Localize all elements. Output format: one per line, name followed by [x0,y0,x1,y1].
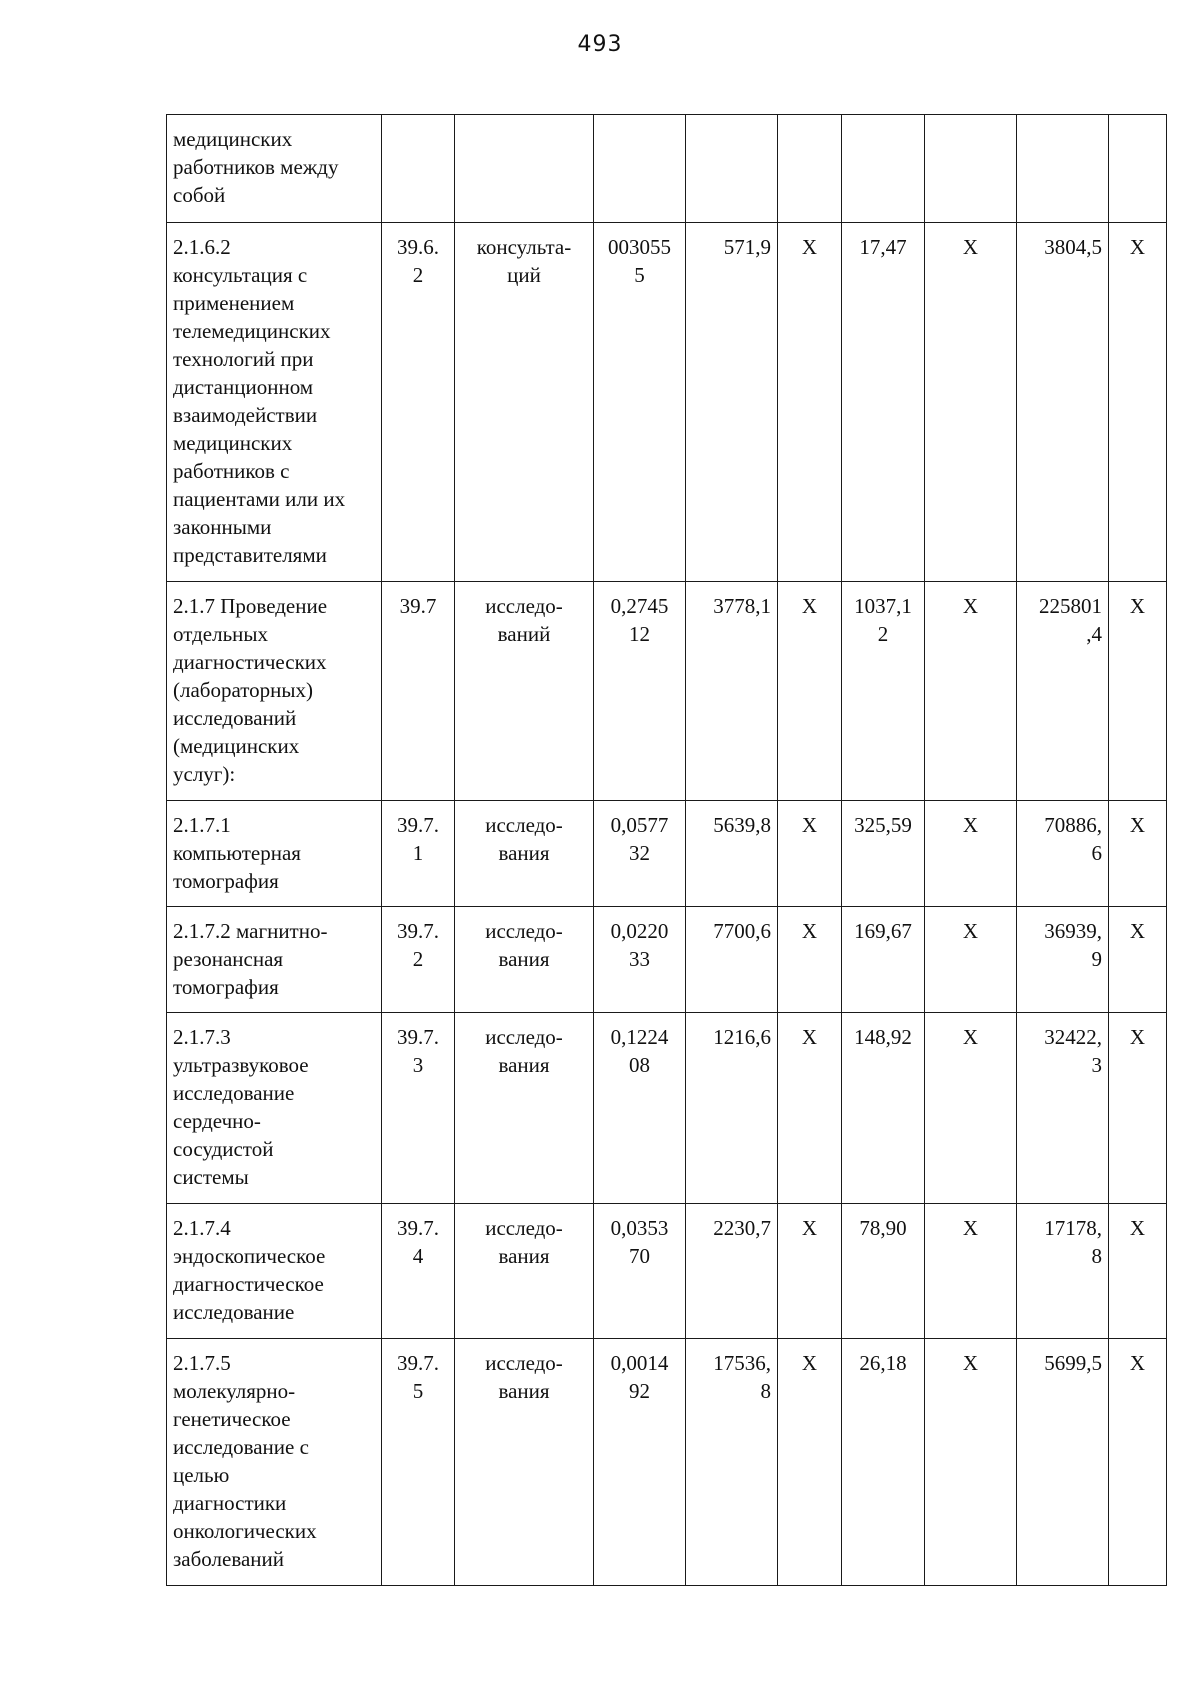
row-cost-cell [686,801,778,907]
row-total-cell [1017,582,1109,801]
row-x-text: Х [962,919,979,943]
row-x-cell [925,801,1017,907]
row-cost-text: 1216,6 [713,1025,771,1049]
row-name-cell [167,115,382,223]
row-unit-text: исследо- вания [485,1025,563,1077]
row-x-cell [925,1013,1017,1204]
row-name-text: 2.1.7.1 компьютерная томография [173,813,301,893]
table-row [167,907,1167,1013]
row-code-cell [382,115,455,223]
row-code-cell [382,801,455,907]
row-cost-text: 7700,6 [713,919,771,943]
row-x-text: Х [962,235,979,259]
row-code-cell [382,907,455,1013]
row-code-cell [382,223,455,582]
row-norm-cell [594,801,686,907]
table-row [167,223,1167,582]
row-x-text: Х [1129,919,1146,943]
row-cost-cell [686,1339,778,1586]
row-unit-cell [455,223,594,582]
row-x-cell [778,1013,842,1204]
row-x-cell [925,582,1017,801]
row-unit-cell [455,1339,594,1586]
row-x-text: Х [801,1216,818,1240]
table-row [167,1204,1167,1339]
row-total-text: 17178, 8 [1044,1216,1102,1268]
row-total-cell [1017,907,1109,1013]
row-unit-cell [455,1013,594,1204]
row-name-cell [167,1013,382,1204]
table-row [167,1013,1167,1204]
row-norm-text: 0,2745 12 [610,594,669,646]
row-unit-text: исследо- ваний [485,594,563,646]
row-value-text: 148,92 [854,1025,912,1049]
row-value-cell [842,115,925,223]
row-x-text: Х [801,594,818,618]
row-name-cell [167,1204,382,1339]
row-total-text: 32422, 3 [1044,1025,1102,1077]
row-x-text: Х [962,1025,979,1049]
row-unit-text: консульта- ций [476,235,572,287]
row-name-text: 2.1.7.2 магнитно- резонансная томография [173,919,328,999]
row-norm-text: 003055 5 [608,235,671,287]
row-code-text: 39.6. 2 [397,235,439,287]
row-unit-text: исследо- вания [485,813,563,865]
row-x-text: Х [962,813,979,837]
row-value-cell [842,223,925,582]
table-row [167,115,1167,223]
row-total-cell [1017,1204,1109,1339]
row-name-text: 2.1.6.2 консультация с применением телемедицинских технологий при дистанционном взаимодействии медицинских работников с пациентами или их законными представителями [173,235,346,567]
row-cost-cell [686,1204,778,1339]
table-row [167,582,1167,801]
row-x-cell [1109,223,1167,582]
row-norm-cell [594,1204,686,1339]
row-code-cell [382,582,455,801]
row-x-cell [778,223,842,582]
row-name-cell [167,582,382,801]
row-unit-cell [455,907,594,1013]
row-unit-text: исследо- вания [485,1216,563,1268]
row-value-text: 26,18 [859,1351,907,1375]
row-value-cell [842,1339,925,1586]
row-x-cell [1109,801,1167,907]
row-x-text: Х [801,1025,818,1049]
row-name-text: 2.1.7 Проведение отдельных диагностических (лабораторных) исследований (медицинских услуг): [173,594,328,786]
row-unit-cell [455,1204,594,1339]
row-norm-cell [594,115,686,223]
row-x-cell [925,907,1017,1013]
row-x-cell [1109,1339,1167,1586]
row-code-cell [382,1204,455,1339]
table-row [167,1339,1167,1586]
row-unit-text: исследо- вания [485,919,563,971]
row-norm-text: 0,0014 92 [610,1351,669,1403]
row-value-cell [842,1013,925,1204]
row-code-text: 39.7. 1 [397,813,439,865]
row-name-text: медицинских работников между собой [173,127,339,207]
row-name-cell [167,907,382,1013]
row-value-text: 17,47 [859,235,907,259]
row-x-cell [778,801,842,907]
row-x-cell [778,115,842,223]
row-x-text: Х [962,1216,979,1240]
row-total-text: 3804,5 [1044,235,1102,259]
row-value-cell [842,801,925,907]
row-x-text: Х [801,235,818,259]
row-cost-cell [686,223,778,582]
row-total-cell [1017,801,1109,907]
row-total-text: 70886, 6 [1044,813,1102,865]
row-cost-text: 3778,1 [713,594,771,618]
row-norm-text: 0,1224 08 [610,1025,669,1077]
row-value-text: 78,90 [859,1216,907,1240]
table-row [167,801,1167,907]
row-x-cell [1109,907,1167,1013]
row-x-text: Х [1129,1351,1146,1375]
row-name-cell [167,1339,382,1586]
row-total-cell [1017,1339,1109,1586]
row-cost-text: 17536, 8 [713,1351,771,1403]
row-total-cell [1017,223,1109,582]
page-number: 493 [577,32,623,57]
row-code-text: 39.7. 4 [397,1216,439,1268]
row-cost-text: 2230,7 [713,1216,771,1240]
row-unit-cell [455,115,594,223]
row-x-text: Х [1129,1025,1146,1049]
row-x-cell [925,1204,1017,1339]
row-unit-cell [455,801,594,907]
row-unit-text: исследо- вания [485,1351,563,1403]
row-cost-cell [686,907,778,1013]
row-norm-cell [594,907,686,1013]
row-name-cell [167,223,382,582]
row-value-cell [842,907,925,1013]
row-x-cell [778,1204,842,1339]
row-x-cell [925,223,1017,582]
row-cost-text: 5639,8 [713,813,771,837]
row-name-text: 2.1.7.3 ультразвуковое исследование сердечно- сосудистой системы [173,1025,309,1189]
row-norm-text: 0,0220 33 [610,919,669,971]
row-total-text: 36939, 9 [1044,919,1102,971]
row-cost-text: 571,9 [723,235,771,259]
row-total-text: 5699,5 [1044,1351,1102,1375]
row-x-cell [925,1339,1017,1586]
row-norm-cell [594,223,686,582]
row-x-text: Х [1129,1216,1146,1240]
row-x-cell [925,115,1017,223]
row-code-text: 39.7. 2 [397,919,439,971]
row-x-text: Х [1129,813,1146,837]
row-unit-cell [455,582,594,801]
row-x-cell [1109,1013,1167,1204]
row-x-text: Х [962,1351,979,1375]
row-norm-text: 0,0353 70 [610,1216,669,1268]
row-norm-cell [594,582,686,801]
row-cost-cell [686,582,778,801]
row-name-text: 2.1.7.5 молекулярно- генетическое исследование с целью диагностики онкологических заболеваний [173,1351,317,1571]
row-x-cell [778,582,842,801]
row-code-text: 39.7 [399,594,437,618]
row-x-cell [778,907,842,1013]
row-code-cell [382,1339,455,1586]
row-value-text: 1037,1 2 [854,594,912,646]
row-x-text: Х [1129,594,1146,618]
row-x-text: Х [962,594,979,618]
row-norm-cell [594,1013,686,1204]
row-x-text: Х [801,919,818,943]
row-x-cell [1109,582,1167,801]
row-x-text: Х [801,813,818,837]
row-value-text: 325,59 [854,813,912,837]
row-name-cell [167,801,382,907]
row-x-text: Х [1129,235,1146,259]
row-name-text: 2.1.7.4 эндоскопическое диагностическое исследование [173,1216,326,1324]
row-norm-cell [594,1339,686,1586]
row-cost-cell [686,115,778,223]
row-x-text: Х [801,1351,818,1375]
tariff-table [166,114,1167,1586]
row-value-cell [842,582,925,801]
row-total-cell [1017,1013,1109,1204]
row-cost-cell [686,1013,778,1204]
row-total-text: 225801 ,4 [1039,594,1102,646]
row-x-cell [1109,115,1167,223]
row-x-cell [778,1339,842,1586]
row-code-cell [382,1013,455,1204]
row-x-cell [1109,1204,1167,1339]
row-total-cell [1017,115,1109,223]
row-code-text: 39.7. 3 [397,1025,439,1077]
row-value-cell [842,1204,925,1339]
row-value-text: 169,67 [854,919,912,943]
row-code-text: 39.7. 5 [397,1351,439,1403]
row-norm-text: 0,0577 32 [610,813,669,865]
